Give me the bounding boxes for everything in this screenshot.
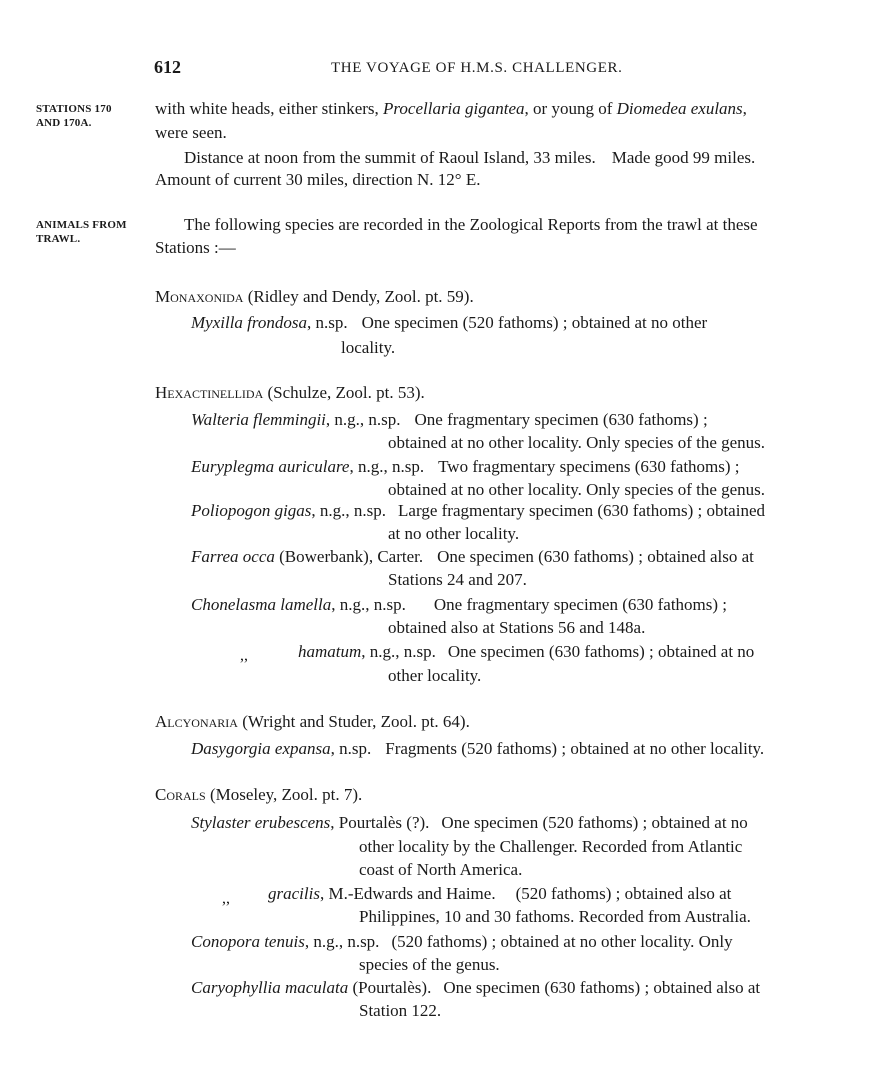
margin-note-line: AND 170A. — [36, 117, 92, 129]
group-name: Monaxonida — [155, 287, 244, 306]
group-heading-hexactinellida — [155, 381, 425, 404]
margin-note-animals — [36, 218, 127, 246]
group-name: Hexactinellida — [155, 383, 264, 402]
group-citation: (Schulze, Zool. pt. 53). — [263, 383, 425, 402]
species-entry: Euryplegma auriculare, n.g., n.sp. Two fragmentary specimens (630 fathoms) ; — [191, 457, 740, 476]
ditto-mark: ,, — [240, 647, 248, 664]
species-entry-continuation: species of the genus. — [359, 955, 500, 974]
species-entry: hamatum, n.g., n.sp. One specimen (630 fathoms) ; obtained at no — [298, 642, 755, 661]
species-entry: Myxilla frondosa, n.sp. One specimen (520 fathoms) ; obtained at no other — [191, 313, 708, 332]
species-name: Farrea occa — [191, 547, 275, 566]
species-name: Chonelasma lamella — [191, 595, 332, 614]
group-name: Corals — [155, 785, 206, 804]
intro-line: The following species are recorded in the Zoological Reports from the trawl at these — [184, 215, 758, 234]
species-entry-continuation: locality. — [341, 338, 396, 357]
ditto-mark: ,, — [222, 890, 230, 907]
group-heading-monaxonida — [155, 285, 474, 308]
species-entry: Conopora tenuis, n.g., n.sp. (520 fathoms) ; obtained at no other locality. Only — [191, 932, 733, 951]
species-name: Caryophyllia maculata — [191, 978, 349, 997]
group-heading-corals — [155, 783, 362, 806]
species-name: Stylaster erubescens — [191, 813, 331, 832]
narrative-line: Distance at noon from the summit of Raoul Island, 33 miles. Made good 99 miles. — [184, 148, 756, 167]
species-entry-continuation: other locality by the Challenger. Recorded from Atlantic — [359, 837, 743, 856]
margin-note-line: ANIMALS FROM — [36, 219, 127, 231]
species-name: gracilis — [268, 884, 320, 903]
species-entry: Chonelasma lamella, n.g., n.sp. One fragmentary specimen (630 fathoms) ; — [191, 595, 728, 614]
species-entry: Walteria flemmingii, n.g., n.sp. One fragmentary specimen (630 fathoms) ; — [191, 410, 708, 429]
species-entry-continuation: obtained also at Stations 56 and 148a. — [388, 618, 646, 637]
species-entry-continuation: at no other locality. — [388, 524, 520, 543]
species-entry: Poliopogon gigas, n.g., n.sp. Large fragmentary specimen (630 fathoms) ; obtained — [191, 501, 765, 520]
species-entry-continuation: coast of North America. — [359, 860, 523, 879]
species-name: hamatum — [298, 642, 362, 661]
group-heading-alcyonaria — [155, 710, 470, 733]
narrative-line: with white heads, either stinkers, Procellaria gigantea, or young of Diomedea exulans, — [155, 99, 747, 118]
narrative-line: were seen. — [155, 123, 227, 142]
species-name: Dasygorgia expansa — [191, 739, 331, 758]
species-entry-continuation: obtained at no other locality. Only species of the genus. — [388, 433, 766, 452]
species-name: Walteria flemmingii — [191, 410, 326, 429]
species-entry-continuation: other locality. — [388, 666, 482, 685]
species-entry-continuation: obtained at no other locality. Only species of the genus. — [388, 480, 766, 499]
species-entry-continuation: Philippines, 10 and 30 fathoms. Recorded from Australia. — [359, 907, 751, 926]
margin-note-line: STATIONS 170 — [36, 103, 112, 115]
species-entry-continuation: Stations 24 and 207. — [388, 570, 527, 589]
species-name: Conopora tenuis — [191, 932, 305, 951]
margin-note-stations — [36, 102, 112, 130]
running-title: THE VOYAGE OF H.M.S. CHALLENGER. — [331, 60, 623, 76]
narrative-line: Amount of current 30 miles, direction N. 12° E. — [155, 170, 481, 189]
species-entry: Dasygorgia expansa, n.sp. Fragments (520 fathoms) ; obtained at no other locality. — [191, 739, 765, 758]
margin-note-line: TRAWL. — [36, 233, 81, 245]
species-entry-continuation: Station 122. — [359, 1001, 442, 1020]
species-name: Poliopogon gigas — [191, 501, 312, 520]
page-number: 612 — [154, 57, 181, 77]
group-citation: (Moseley, Zool. pt. 7). — [205, 785, 363, 804]
group-citation: (Wright and Studer, Zool. pt. 64). — [237, 712, 470, 731]
intro-line: Stations :— — [155, 238, 236, 257]
species-name: Procellaria gigantea — [383, 99, 525, 118]
species-entry: Caryophyllia maculata (Pourtalès). One specimen (630 fathoms) ; obtained also at — [191, 978, 761, 997]
group-citation: (Ridley and Dendy, Zool. pt. 59). — [243, 287, 474, 306]
species-entry: Stylaster erubescens, Pourtalès (?). One specimen (520 fathoms) ; obtained at no — [191, 813, 748, 832]
species-entry: Farrea occa (Bowerbank), Carter. One specimen (630 fathoms) ; obtained also at — [191, 547, 754, 566]
species-entry: gracilis, M.-Edwards and Haime. (520 fathoms) ; obtained also at — [268, 884, 732, 903]
species-name: Diomedea exulans — [616, 99, 743, 118]
species-name: Euryplegma auriculare — [191, 457, 350, 476]
group-name: Alcyonaria — [155, 712, 238, 731]
species-name: Myxilla frondosa — [191, 313, 307, 332]
